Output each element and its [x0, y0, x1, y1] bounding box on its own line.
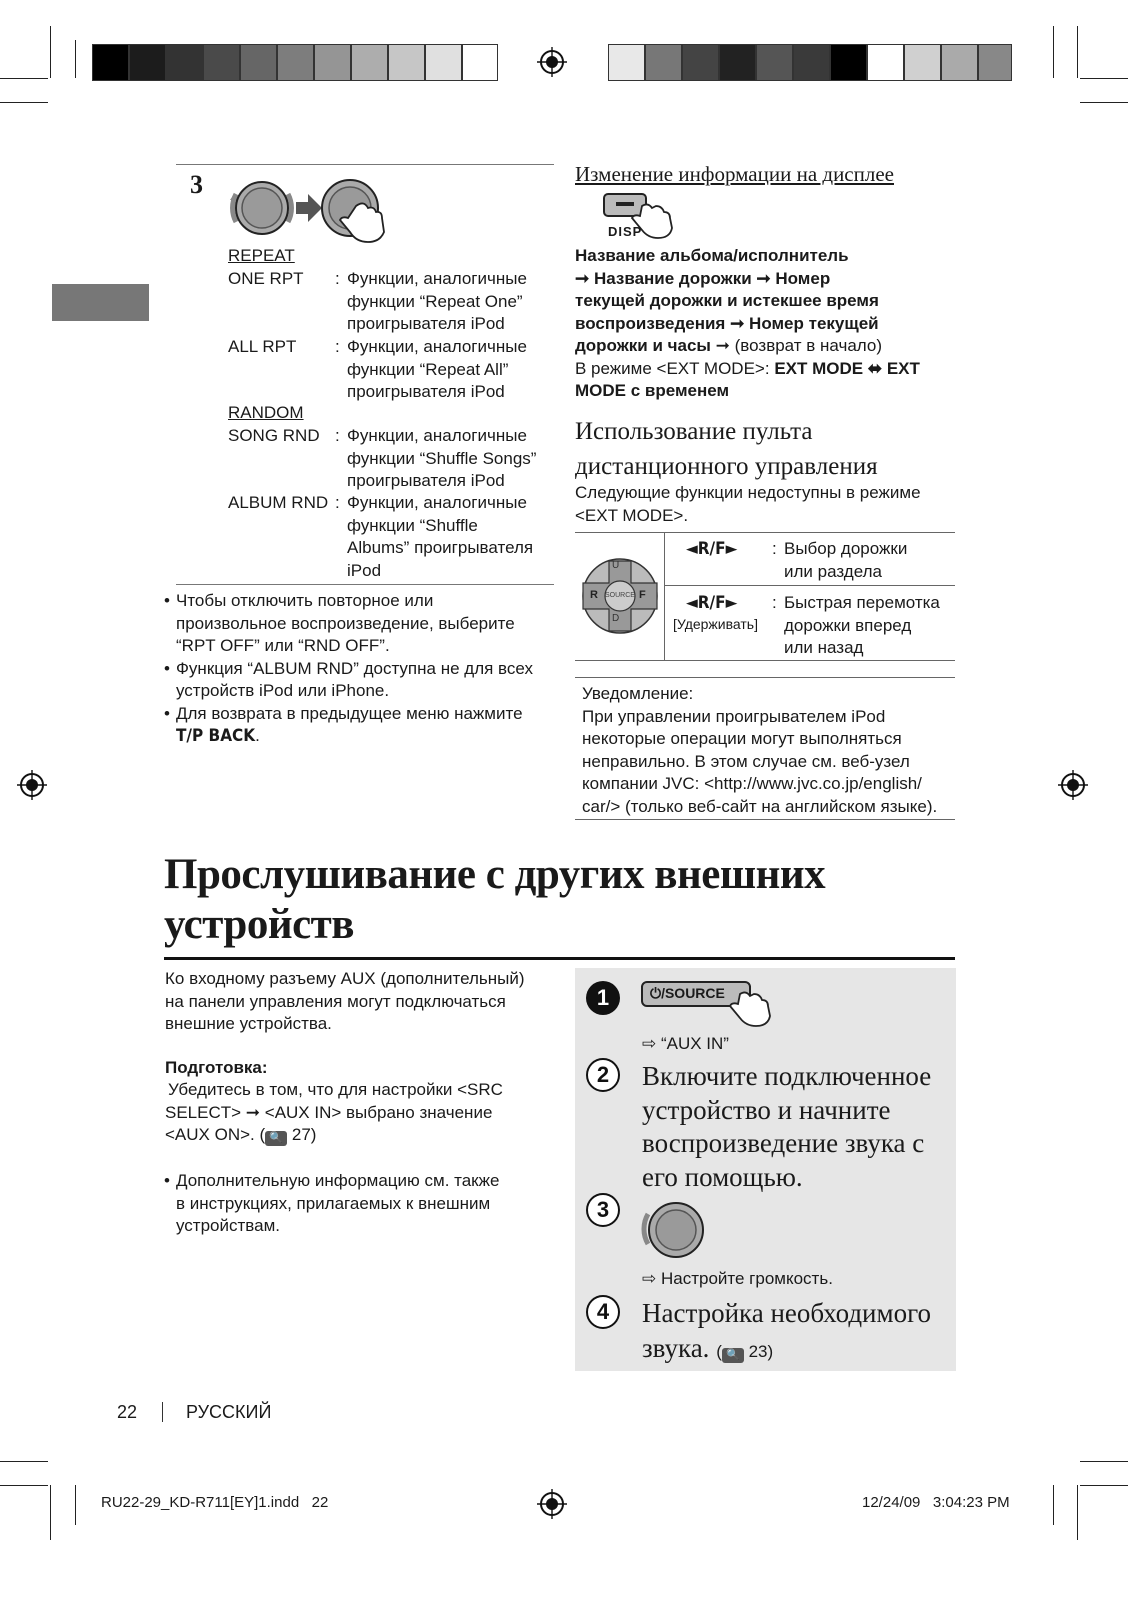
option-desc: Функции, аналогичные функции “Repeat One” проигрывателя iPod: [347, 269, 527, 333]
crop-mark: [0, 1485, 48, 1486]
table-rule: [575, 660, 955, 661]
magnifier-icon: 🔍: [722, 1348, 744, 1363]
option-key: ONE RPT: [228, 269, 304, 288]
timestamp: 12/24/09 3:04:23 PM: [862, 1494, 1010, 1511]
display-section-title: Изменение информации на дисплее: [575, 162, 894, 186]
registration-mark: [1058, 770, 1088, 800]
section-tab: [52, 284, 149, 321]
crop-mark: [1053, 1485, 1054, 1525]
title-rule: [164, 957, 955, 960]
top-rule: [176, 164, 554, 165]
dpad-left-label: R: [590, 589, 598, 601]
option-separator: :: [335, 269, 340, 288]
list-item: • Дополнительную информацию см. также в инструкциях, прилагаемых к внешним устройствам.: [164, 1171, 500, 1235]
option-key: SONG RND: [228, 426, 320, 445]
notes-list: [164, 590, 559, 748]
prep-text: Убедитесь в том, что для настройки <SRC SELECT> ➞ <AUX IN> выбрано значение <AUX ON>. ( 🔍 27): [165, 1080, 503, 1144]
back-key-label: T/P BACK: [176, 726, 256, 746]
step2-text: Включите подключенное устройство и начните воспроизведение звука с его помощью.: [642, 1061, 932, 1192]
crop-mark: [1080, 1461, 1128, 1462]
step-number: 3: [190, 170, 203, 199]
aux-section-title: Прослушивание с других внешних устройств: [164, 851, 826, 948]
option-key: ALBUM RND: [228, 493, 329, 512]
crop-mark: [0, 78, 48, 79]
random-heading: RANDOM: [228, 403, 304, 422]
remote-section-title: Использование пульта дистанционного управления: [575, 418, 878, 480]
step4-text: Настройка необходимого звука. ( 🔍 23): [642, 1298, 931, 1363]
file-name: RU22-29_KD-R711[EY]1.indd 22: [101, 1494, 329, 1511]
crop-mark: [0, 102, 48, 103]
crop-mark: [1080, 102, 1128, 103]
power-icon: ⏻: [650, 985, 662, 1001]
step1-result: ⇨ “AUX IN”: [642, 1034, 729, 1053]
footer-divider: [162, 1402, 163, 1422]
list-item: • Для возврата в предыдущее меню нажмите T/P BACK.: [164, 703, 523, 746]
arrow-icon: ➞: [725, 313, 750, 333]
remote-sep: :: [772, 593, 777, 612]
crop-mark: [1080, 1485, 1128, 1486]
crop-mark: [75, 1485, 76, 1525]
remote-hold-label: [Удерживать]: [673, 616, 758, 632]
crop-mark: [1077, 1485, 1078, 1540]
step-badge: 1: [586, 981, 620, 1015]
crop-mark: [1053, 26, 1054, 78]
option-separator: :: [335, 426, 340, 445]
result-arrow-icon: ⇨: [642, 1034, 661, 1053]
language-label: РУССКИЙ: [186, 1402, 272, 1422]
list-item: • Функция “ALBUM RND” доступна не для всех устройств iPod или iPhone.: [164, 658, 533, 700]
volume-dial-icon: [640, 1196, 710, 1266]
crop-mark: [50, 26, 51, 78]
magnifier-icon: 🔍: [265, 1131, 287, 1146]
dpad-down-label: D: [612, 613, 620, 624]
step-badge: 4: [586, 1295, 620, 1329]
arrow-icon: ➞: [751, 268, 776, 288]
registration-mark: [537, 1489, 567, 1519]
notice-rule: [575, 819, 955, 820]
arrow-icon: ➞: [575, 268, 594, 288]
option-key: ALL RPT: [228, 337, 297, 356]
repeat-heading: REPEAT: [228, 246, 295, 265]
option-desc: Функции, аналогичные функции “Shuffle Albums” проигрывателя iPod: [347, 493, 534, 580]
crop-mark: [50, 1485, 51, 1540]
arrow-icon: ➞: [241, 1102, 265, 1122]
remote-desc: Выбор дорожки или раздела: [784, 539, 908, 581]
aux-intro: Ко входному разъему AUX (дополнительный) на панели управления могут подключаться внешние устройства.: [165, 969, 525, 1033]
step-badge: 3: [586, 1193, 620, 1227]
table-divider: [664, 532, 665, 660]
option-desc: Функции, аналогичные функции “Shuffle Songs” проигрывателя iPod: [347, 426, 537, 490]
option-desc: Функции, аналогичные функции “Repeat All” проигрывателя iPod: [347, 337, 527, 401]
crop-mark: [1080, 78, 1128, 79]
more-info: [164, 1170, 559, 1238]
page-number: 22: [117, 1402, 138, 1422]
remote-key: ◄R/F►: [686, 593, 738, 613]
crop-mark: [75, 40, 76, 78]
notice-rule: [575, 677, 955, 678]
arrow-icon: ➞: [710, 336, 735, 355]
result-arrow-icon: ⇨: [642, 1269, 661, 1288]
step-badge: 2: [586, 1058, 620, 1092]
section-rule: [176, 584, 554, 585]
remote-desc: Быстрая перемотка дорожки вперед или назад: [784, 593, 940, 657]
step3-result: ⇨ Настройте громкость.: [642, 1269, 833, 1288]
remote-sep: :: [772, 539, 777, 558]
dpad-right-label: F: [639, 589, 646, 601]
crop-mark: [0, 1461, 48, 1462]
registration-mark: [17, 770, 47, 800]
disp-label: DISP: [608, 224, 643, 239]
double-arrow-icon: ⬌: [863, 358, 887, 378]
dpad-center-label: SOURCE: [605, 592, 635, 599]
display-sequence: Название альбома/исполнитель ➞ Название дорожки ➞ Номер текущей дорожки и истекшее время воспроизведения ➞ Номер текущей дорожки и часы ➞ (возврат в начало) В режиме <EXT MODE>: EXT MODE ⬌ EXT MODE с временем: [575, 246, 920, 400]
option-separator: :: [335, 493, 340, 512]
remote-key: ◄R/F►: [686, 539, 738, 559]
crop-mark: [1077, 26, 1078, 78]
list-item: • Чтобы отключить повторное или произвольное воспроизведение, выберите “RPT OFF” или “RND OFF”.: [164, 591, 515, 655]
notice-box: Уведомление: При управлении проигрывателем iPod некоторые операции могут выполняться неправильно. В этом случае см. веб-узел компании JVC: <http://www.jvc.co.jp/english/ car/> (только веб-сайт на английском языке).: [582, 684, 938, 816]
source-button-label: ⏻/SOURCE: [650, 985, 725, 1001]
registration-mark: [537, 47, 567, 77]
dpad-up-label: U: [612, 560, 620, 571]
table-rule: [665, 585, 955, 586]
prep-label: Подготовка:: [165, 1058, 268, 1077]
remote-intro: Следующие функции недоступны в режиме <EXT MODE>.: [575, 483, 921, 525]
option-separator: :: [335, 337, 340, 356]
control-dial-icon: [226, 172, 406, 244]
table-rule: [575, 532, 955, 533]
